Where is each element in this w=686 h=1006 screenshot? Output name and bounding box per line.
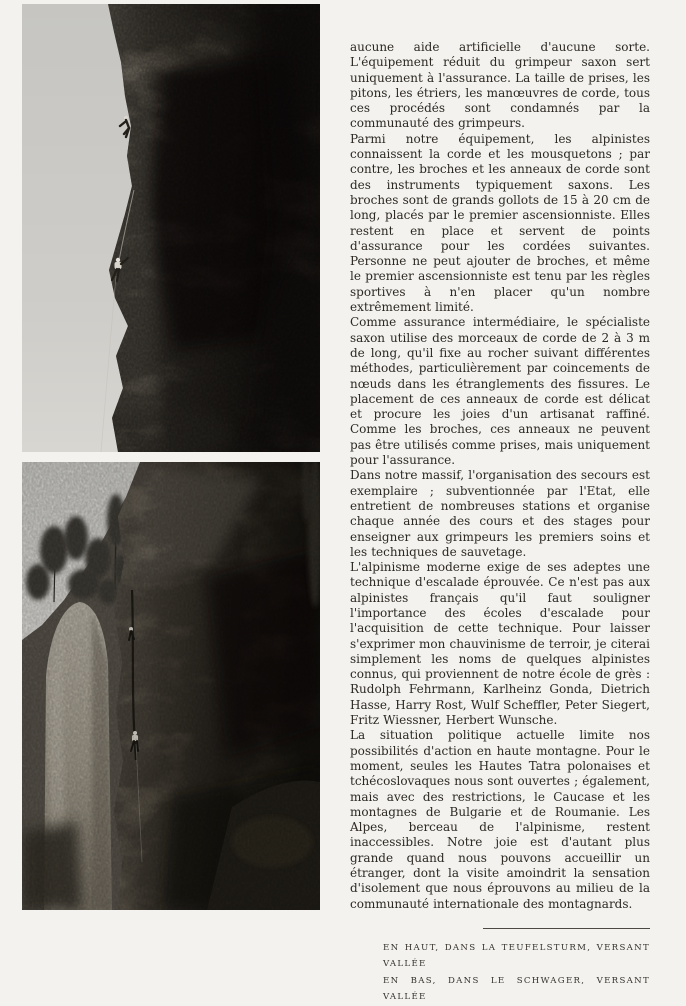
paragraph-secours: Dans notre massif, l'organisation des secours est exemplaire ; subventionnée par l'Etat, elle entretient de nombreuses stations et organise chaque année des cours et des stages pour enseigner aux grimpeurs les premiers soins et les techniques de sauvetage.	[350, 468, 650, 559]
paragraph-assurance-intermediaire: Comme assurance intermédiaire, le spécialiste saxon utilise des morceaux de corde de 2 à 3 m de long, qu'il fixe au rocher suivant différentes méthodes, particulièrement par coincements de nœuds dans les étranglements des fissures. Le placement de ces anneaux de corde est délicat et procure les joies d'un artisanat raffiné. Comme les broches, ces anneaux ne peuvent pas être utilisés comme prises, mais uniquement pour l'assurance.	[350, 315, 650, 468]
photo-caption-block	[350, 928, 650, 1006]
photo-caption-line-top: EN HAUT, DANS LA TEUFELSTURM, VERSANT VALLÉE	[383, 942, 650, 970]
paragraph-situation-politique: La situation politique actuelle limite nos possibilités d'action en haute montagne. Pour le moment, seules les Hautes Tatra polonaises et tchécoslovaques nous sont ouvertes ; également, mais avec des restrictions, le Caucase et les montagnes de Bulgarie et de Roumanie. Les Alpes, berceau de l'alpinisme, restent inaccessibles. Notre joie est d'autant plus grande quand nous pouvons accueillir un étranger, dont la visite amoindrit la sensation d'isolement que nous éprouvons au milieu de la communauté internationale des montagnards.	[350, 728, 650, 911]
article-text-column	[350, 40, 650, 1006]
photo-teufelsturm	[22, 4, 320, 452]
photo-grain	[22, 462, 320, 910]
paragraph-equipment-rules: aucune aide artificielle d'aucune sorte. L'équipement réduit du grimpeur saxon sert uniquement à l'assurance. La taille de prises, les pitons, les étriers, les manœuvres de corde, tous ces procédés sont condamnés par la communauté des grimpeurs.	[350, 40, 650, 131]
paragraph-broches-anneaux: Parmi notre équipement, les alpinistes connaissent la corde et les mousquetons ; par contre, les broches et les anneaux de corde sont des instruments typiquement saxons. Les broches sont de grands gollots de 15 à 20 cm de long, placés par le premier ascensionniste. Elles restent en place et servent de points d'assurance pour les cordées suivantes. Personne ne peut ajouter de broches, et même le premier ascensionniste est tenu par les règles sportives à n'en placer qu'un nombre extrêmement limité.	[350, 131, 650, 315]
caption-rule	[483, 928, 650, 929]
photo-caption-line-bottom: EN BAS, DANS LE SCHWAGER, VERSANT VALLÉE	[383, 975, 650, 1003]
paragraph-ecoles-escalade: L'alpinisme moderne exige de ses adeptes une technique d'escalade éprouvée. Ce n'est pas aux alpinistes français qu'il faut souligner l'importance des écoles d'escalade pour l'acquisition de cette technique. Pour laisser s'exprimer mon chauvinisme de terroir, je citerai simplement les noms de quelques alpinistes connus, qui proviennent de notre école de grès : Rudolph Fehrmann, Karlheinz Gonda, Dietrich Hasse, Harry Rost, Wulf Scheffler, Peter Siegert, Fritz Wiessner, Herbert Wunsche.	[350, 560, 650, 728]
photo-schwager	[22, 462, 320, 910]
teufelsturm-photo-illustration	[22, 4, 320, 452]
schwager-photo-illustration	[22, 462, 320, 910]
